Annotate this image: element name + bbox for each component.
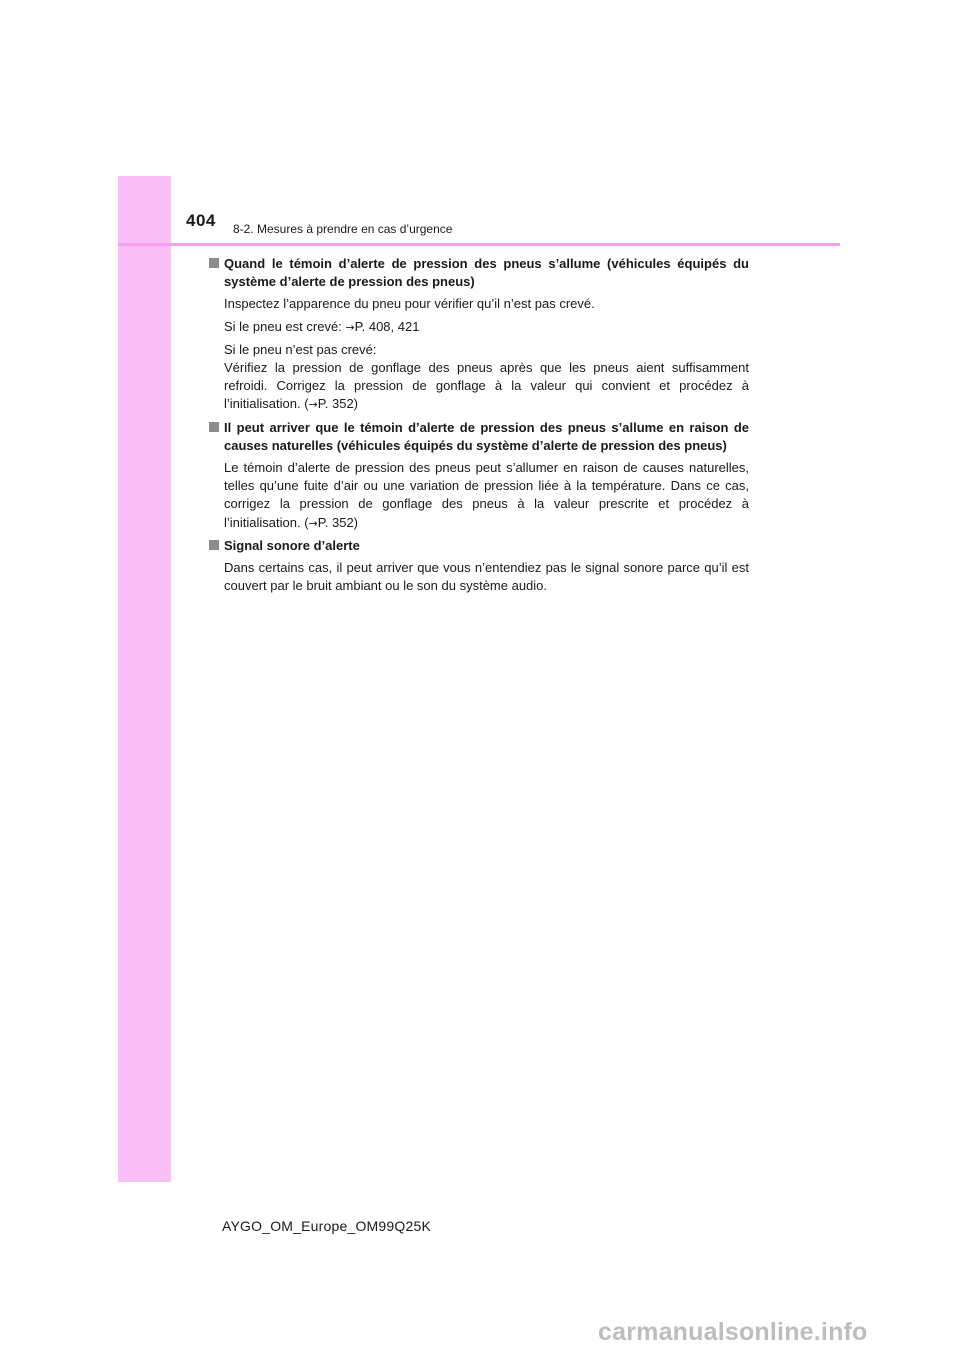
item-heading: Il peut arriver que le témoin d’alerte de pression des pneus s’allume en raison de causes naturelles (véhicules équipés du système d’alerte de pression des pneus) xyxy=(224,419,749,453)
item-paragraph: Inspectez l’apparence du pneu pour vérifier qu’il n’est pas crevé. xyxy=(224,296,595,312)
watermark-logo: carmanualsonline.info xyxy=(598,1318,868,1346)
square-bullet-icon xyxy=(209,422,219,432)
list-item xyxy=(209,537,749,596)
document-code: AYGO_OM_Europe_OM99Q25K xyxy=(222,1218,431,1234)
arrow-right-icon: → xyxy=(308,516,318,530)
page-content xyxy=(209,255,749,599)
item-paragraph xyxy=(224,459,749,533)
list-item xyxy=(209,419,749,533)
item-heading: Signal sonore d’alerte xyxy=(224,537,360,553)
paragraph-body: Vérifiez la pression de gonflage des pneus après que les pneus aient suffisamment refroidi. Corrigez la pression de gonflage à la valeur qui convient et procédez à l’initialisation. ( xyxy=(224,360,749,412)
item-paragraph xyxy=(224,318,749,337)
paragraph-text xyxy=(224,359,749,415)
list-item xyxy=(209,255,749,415)
chapter-sidebar-tab xyxy=(118,176,171,1182)
page-reference-link[interactable]: P. 352) xyxy=(317,396,359,412)
page-number: 404 xyxy=(186,211,216,230)
arrow-right-icon: → xyxy=(308,398,318,412)
item-paragraph: Dans certains cas, il peut arriver que vous n’entendiez pas le signal sonore parce qu’il est couvert par le bruit ambiant ou le son du système audio. xyxy=(224,560,749,594)
item-heading: Quand le témoin d’alerte de pression des pneus s’allume (véhicules équipés du système d’alerte de pression des pneus) xyxy=(224,256,749,290)
square-bullet-icon xyxy=(209,258,219,268)
section-title: 8-2. Mesures à prendre en cas d’urgence xyxy=(233,222,453,236)
item-paragraph xyxy=(224,341,749,415)
ref-text: Si le pneu est crevé: xyxy=(224,318,346,334)
paragraph-body: Le témoin d’alerte de pression des pneus peut s’allumer en raison de causes naturelles, telles qu’une fuite d’air ou une variation de pression liée à la température. Dans ce cas, corrigez la pression de gonflage des pneus à la valeur prescrite et procédez à l’initialisation. ( xyxy=(224,460,749,530)
page-reference-link[interactable]: P. 408, 421 xyxy=(354,318,420,334)
paragraph-line: Si le pneu n’est pas crevé: xyxy=(224,341,377,357)
page-reference-link[interactable]: P. 352) xyxy=(317,514,359,530)
header-rule xyxy=(118,243,840,246)
arrow-right-icon: → xyxy=(345,320,355,334)
square-bullet-icon xyxy=(209,540,219,550)
